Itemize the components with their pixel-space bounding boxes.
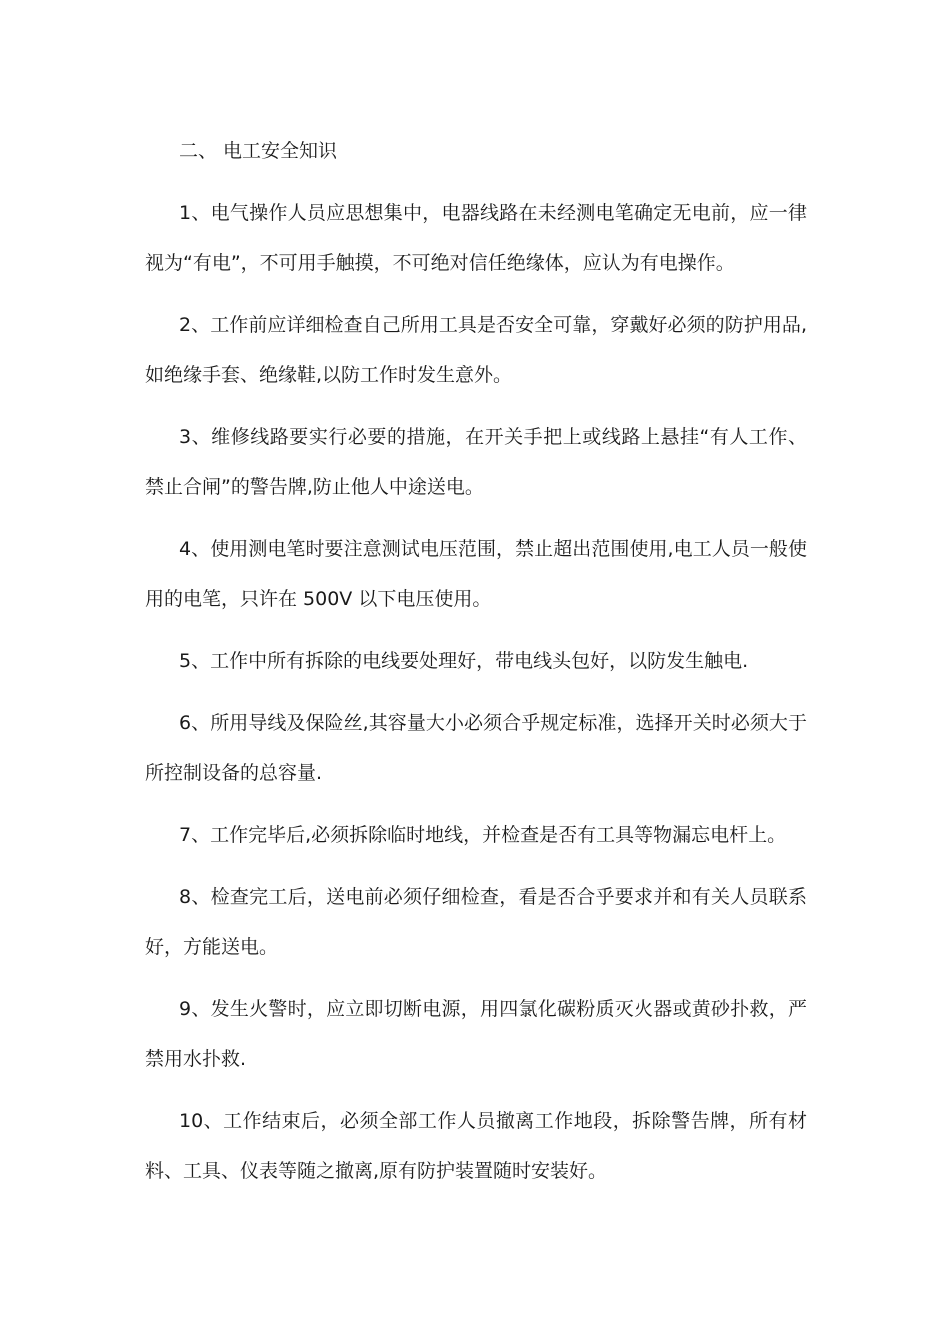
safety-rule-3: 3、维修线路要实行必要的措施，在开关手把上或线路上悬挂“有人工作、禁止合闸”的警告牌,防止他人中途送电。: [145, 426, 807, 498]
safety-rule-8: 8、检查完工后，送电前必须仔细检查，看是否合乎要求并和有关人员联系好，方能送电。: [145, 886, 807, 958]
safety-rule-2: 2、工作前应详细检查自己所用工具是否安全可靠，穿戴好必须的防护用品,如绝缘手套、绝缘鞋,以防工作时发生意外。: [145, 314, 807, 386]
safety-rule-1: 1、电气操作人员应思想集中，电器线路在未经测电笔确定无电前，应一律视为“有电”，不可用手触摸，不可绝对信任绝缘体，应认为有电操作。: [145, 202, 807, 274]
safety-rule-9: 9、发生火警时，应立即切断电源，用四氯化碳粉质灭火器或黄砂扑救，严禁用水扑救.: [145, 998, 807, 1070]
safety-rule-7: 7、工作完毕后,必须拆除临时地线，并检查是否有工具等物漏忘电杆上。: [179, 824, 787, 846]
section-heading: 二、 电工安全知识: [179, 140, 338, 162]
safety-rule-10: 10、工作结束后，必须全部工作人员撤离工作地段，拆除警告牌，所有材料、工具、仪表等随之撤离,原有防护装置随时安装好。: [145, 1110, 807, 1182]
document-body: [145, 126, 807, 1208]
safety-rule-4: 4、使用测电笔时要注意测试电压范围，禁止超出范围使用,电工人员一般使用的电笔，只许在 500V 以下电压使用。: [145, 538, 807, 610]
safety-rule-5: 5、工作中所有拆除的电线要处理好，带电线头包好，以防发生触电.: [179, 650, 749, 672]
safety-rule-6: 6、所用导线及保险丝,其容量大小必须合乎规定标准，选择开关时必须大于所控制设备的总容量.: [145, 712, 807, 784]
